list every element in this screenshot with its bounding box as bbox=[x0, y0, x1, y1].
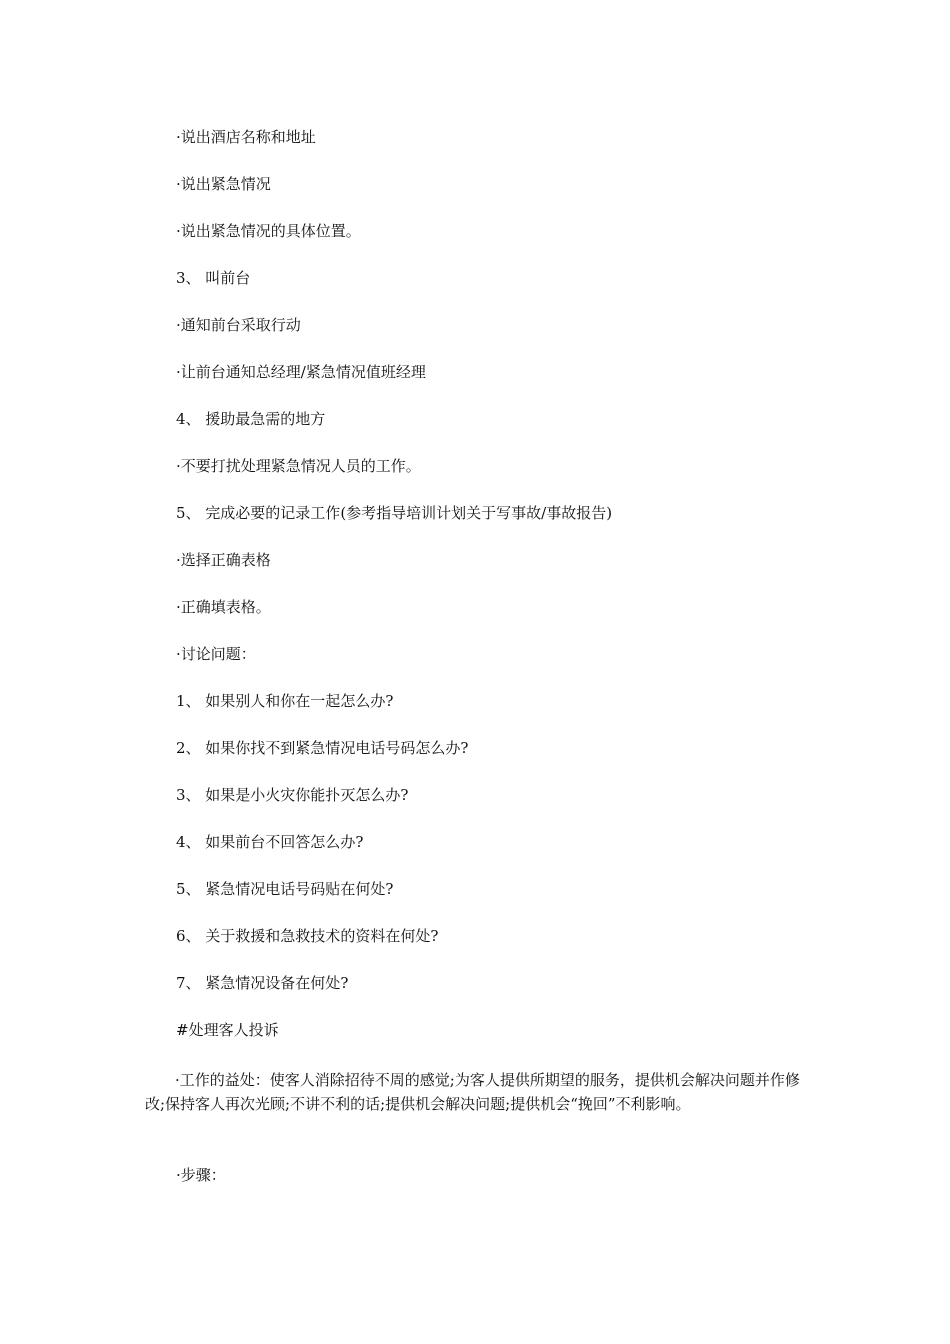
question-item: 6、 关于救援和急救技术的资料在何处? bbox=[176, 927, 439, 945]
question-item: 1、 如果别人和你在一起怎么办? bbox=[176, 692, 394, 710]
section-heading: 5、 完成必要的记录工作(参考指导培训计划关于写事故/事故报告) bbox=[176, 504, 613, 522]
text-line: ·说出紧急情况 bbox=[176, 175, 271, 193]
discussion-heading: ·讨论问题： bbox=[176, 645, 256, 663]
section-heading: 4、 援助最急需的地方 bbox=[176, 410, 326, 428]
question-item: 5、 紧急情况电话号码贴在何处? bbox=[176, 880, 394, 898]
text-line: ·选择正确表格 bbox=[176, 551, 271, 569]
text-line: ·说出紧急情况的具体位置。 bbox=[176, 222, 361, 240]
steps-heading: ·步骤： bbox=[176, 1166, 226, 1184]
question-item: 2、 如果你找不到紧急情况电话号码怎么办? bbox=[176, 739, 469, 757]
benefit-paragraph: ·工作的益处：使客人消除招待不周的感觉;为客人提供所期望的服务，提供机会解决问题并作修改;保持客人再次光顾;不讲不利的话;提供机会解决问题;提供机会“挽回”不利影响。 bbox=[145, 1071, 800, 1113]
section-heading: 3、 叫前台 bbox=[176, 269, 251, 287]
text-line: ·让前台通知总经理/紧急情况值班经理 bbox=[176, 363, 426, 381]
question-item: 4、 如果前台不回答怎么办? bbox=[176, 833, 364, 851]
text-line: ·正确填表格。 bbox=[176, 598, 271, 616]
text-line: ·说出酒店名称和地址 bbox=[176, 128, 316, 146]
text-line: ·不要打扰处理紧急情况人员的工作。 bbox=[176, 457, 421, 475]
question-item: 7、 紧急情况设备在何处? bbox=[176, 974, 349, 992]
section-title: #处理客人投诉 bbox=[176, 1021, 279, 1039]
text-line: ·通知前台采取行动 bbox=[176, 316, 301, 334]
question-item: 3、 如果是小火灾你能扑灭怎么办? bbox=[176, 786, 409, 804]
